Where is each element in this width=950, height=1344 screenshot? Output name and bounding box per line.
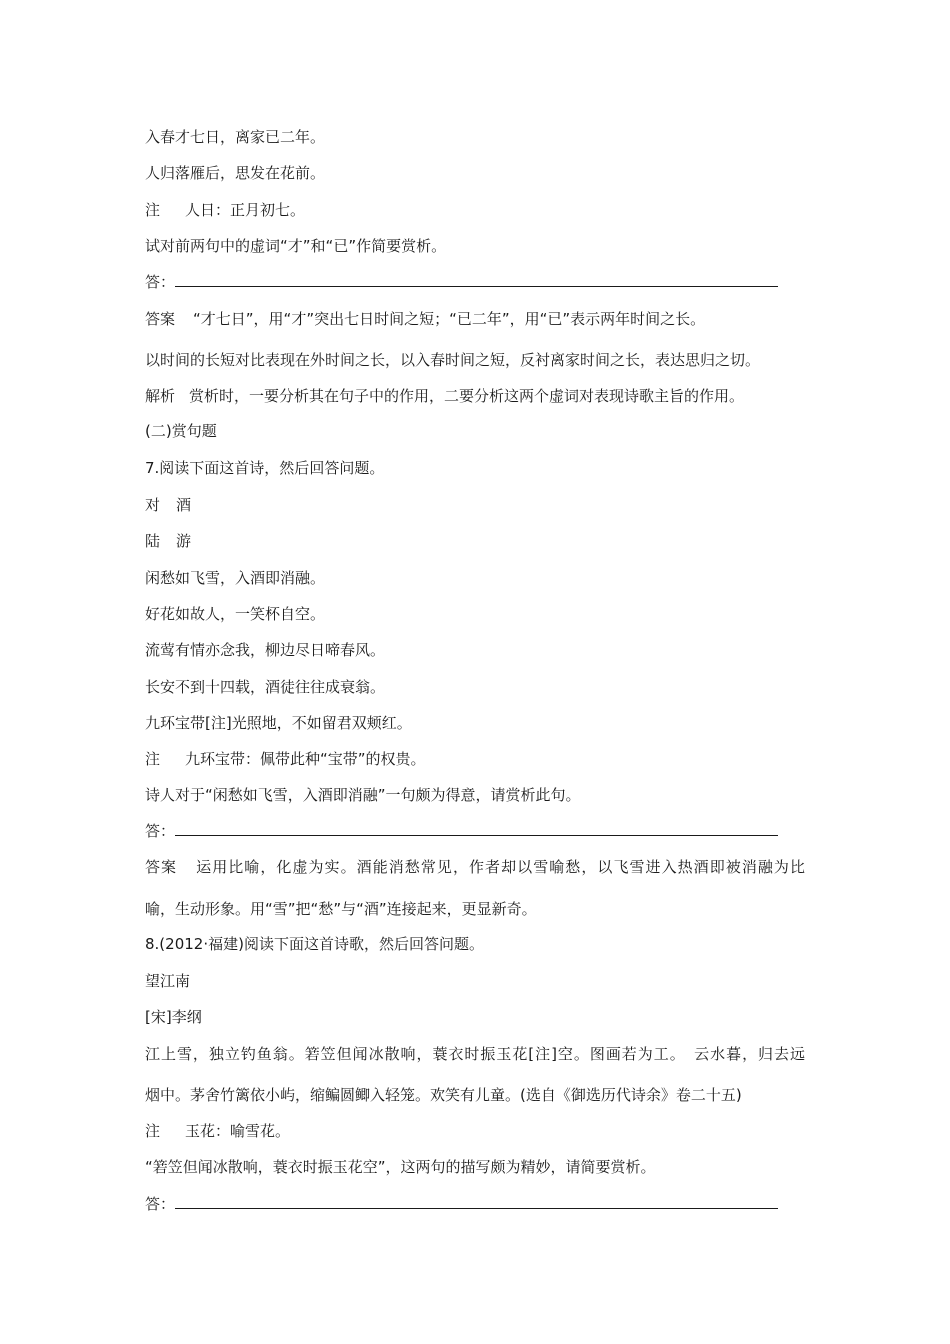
note-text: 人日：正月初七。 — [185, 201, 306, 219]
answer-label: 答： — [145, 822, 176, 840]
note-line — [145, 1121, 290, 1141]
answer-text: 运用比喻，化虚为实。酒能消愁常见，作者却以雪喻愁，以飞雪进入热酒即被消融为比 — [195, 858, 805, 876]
note-text: 玉花：喻雪花。 — [185, 1122, 291, 1140]
answer-line — [145, 309, 705, 329]
poem-title: 望江南 — [145, 972, 191, 990]
answer-underline — [175, 272, 778, 287]
poem-line: 闲愁如飞雪，入酒即消融。 — [145, 569, 326, 587]
note-text: 九环宝带：佩带此种“宝带”的权贵。 — [185, 750, 426, 768]
question-line: 诗人对于“闲愁如飞雪，入酒即消融”一句颇为得意，请赏析此句。 — [145, 786, 581, 804]
poem-line: 江上雪，独立钓鱼翁。箬笠但闻冰散响，蓑衣时振玉花[注]空。图画若为工。 云水暮，归去远 — [145, 1045, 805, 1063]
question-8: 8.(2012·福建)阅读下面这首诗歌，然后回答问题。 — [145, 935, 484, 953]
question-line: 试对前两句中的虚词“才”和“已”作简要赏析。 — [145, 237, 447, 255]
poem-line: 好花如故人，一笑杯自空。 — [145, 605, 326, 623]
answer-line — [145, 857, 805, 877]
poem-author-char-1: 陆 — [145, 532, 161, 550]
poem-line: 长安不到十四载，酒徒往往成衰翁。 — [145, 678, 386, 696]
note-label: 注 — [145, 1122, 161, 1140]
poem-line-2: 人归落雁后，思发在花前。 — [145, 164, 326, 182]
poem-author: [宋]李纲 — [145, 1008, 202, 1026]
analysis-text: 赏析时，一要分析其在句子中的作用，二要分析这两个虚词对表现诗歌主旨的作用。 — [189, 387, 745, 405]
note-line — [145, 200, 305, 220]
answer-line-cont: 以时间的长短对比表现在外时间之长，以入春时间之短，反衬离家时间之长，表达思归之切。 — [145, 351, 761, 369]
note-label: 注 — [145, 750, 161, 768]
answer-label: 答： — [145, 273, 176, 291]
question-line: “箬笠但闻冰散响，蓑衣时振玉花空”，这两句的描写颇为精妙，请简要赏析。 — [145, 1158, 656, 1176]
answer-line-cont: 喻，生动形象。用“雪”把“愁”与“酒”连接起来，更显新奇。 — [145, 900, 537, 918]
answer-blank-line — [145, 272, 778, 292]
answer-label-text: 答案 — [145, 858, 178, 876]
poem-title-char-1: 对 — [145, 496, 161, 514]
answer-label: 答： — [145, 1195, 176, 1213]
note-label: 注 — [145, 201, 161, 219]
analysis-label: 解析 — [145, 387, 176, 405]
poem-line: 九环宝带[注]光照地，不如留君双颊红。 — [145, 714, 412, 732]
answer-label-text: 答案 — [145, 310, 176, 328]
question-7: 7.阅读下面这首诗，然后回答问题。 — [145, 459, 385, 477]
answer-blank-line — [145, 821, 778, 841]
poem-author-char-2: 游 — [176, 532, 192, 550]
poem-title-char-2: 酒 — [176, 496, 192, 514]
answer-underline — [175, 821, 778, 836]
poem-line: 烟中。茅舍竹篱依小屿，缩鳊圆鲫入轻笼。欢笑有儿童。(选自《御选历代诗余》卷二十五) — [145, 1086, 742, 1104]
poem-author — [145, 531, 191, 551]
note-line — [145, 749, 426, 769]
answer-text: “才七日”，用“才”突出七日时间之短；“已二年”，用“已”表示两年时间之长。 — [193, 310, 706, 328]
poem-line-1: 入春才七日，离家已二年。 — [145, 128, 326, 146]
poem-title — [145, 495, 191, 515]
answer-underline — [175, 1194, 778, 1209]
section-heading: (二)赏句题 — [145, 422, 217, 440]
answer-blank-line — [145, 1194, 778, 1214]
poem-line: 流莺有情亦念我，柳边尽日啼春风。 — [145, 641, 386, 659]
analysis-line — [145, 386, 744, 406]
